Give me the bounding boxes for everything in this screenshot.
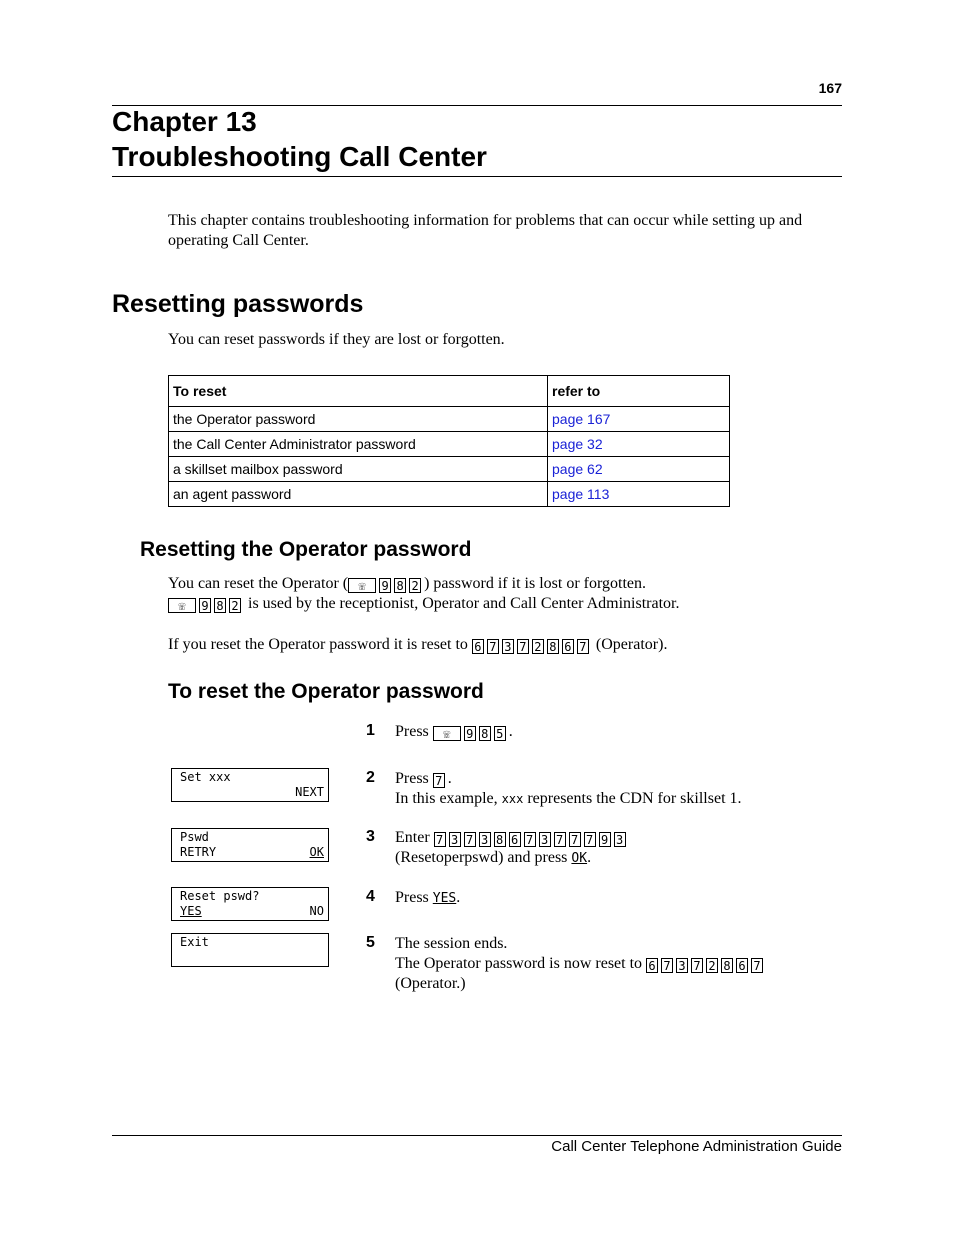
dial-key: 6 (562, 639, 574, 654)
step-text (395, 888, 845, 909)
dial-key: 6 (646, 958, 658, 973)
dial-key: 7 (584, 832, 596, 847)
phone-display (171, 887, 329, 921)
dial-key: 2 (229, 598, 241, 613)
table-header-row (169, 376, 730, 407)
dial-key: 7 (577, 639, 589, 654)
text-fragment: (Resetoperpswd) and press (395, 849, 568, 866)
code-fragment: xxx (501, 792, 524, 806)
display-softkey-next[interactable]: NEXT (295, 785, 324, 799)
display-line1: Reset pswd? (180, 889, 260, 903)
dial-key: 9 (379, 578, 391, 593)
dial-key: 8 (721, 958, 733, 973)
page-number: 167 (818, 80, 842, 96)
page-link[interactable]: page 32 (548, 432, 730, 457)
text-fragment: . (447, 770, 452, 787)
display-softkey-no[interactable]: NO (309, 904, 324, 918)
step-number: 3 (366, 828, 375, 845)
table-row (169, 482, 730, 507)
dial-key: 7 (751, 958, 763, 973)
step-text (395, 828, 845, 869)
feature-key-icon: ☏ (348, 578, 376, 593)
footer-title: Call Center Telephone Administration Guide (551, 1138, 842, 1155)
table-cell-item: an agent password (169, 482, 548, 507)
display-line1: Exit (180, 935, 209, 949)
dial-key: 6 (509, 832, 521, 847)
dial-key: 9 (464, 726, 476, 741)
text-fragment: ) password if it is lost or forgotten. (424, 575, 646, 592)
procedure-heading: To reset the Operator password (168, 680, 484, 703)
dial-key: 9 (599, 832, 611, 847)
table-row (169, 407, 730, 432)
reset-reference-table (168, 375, 730, 507)
text-fragment: Press (395, 770, 429, 787)
chapter-name: Troubleshooting Call Center (112, 141, 487, 172)
text-fragment: . (456, 889, 461, 906)
table-row (169, 457, 730, 482)
text-fragment: is used by the receptionist, Operator and Call Center Administrator. (248, 595, 680, 612)
step-text (395, 934, 845, 994)
chapter-number: Chapter 13 (112, 106, 257, 137)
text-fragment: . (587, 849, 592, 866)
dial-key: 5 (494, 726, 506, 741)
dial-key: 7 (569, 832, 581, 847)
dial-key: 7 (691, 958, 703, 973)
section-heading-resetting-passwords: Resetting passwords (112, 290, 364, 318)
dial-key: 2 (532, 639, 544, 654)
softkey-label: YES (432, 891, 457, 906)
dial-key: 8 (214, 598, 226, 613)
operator-paragraph-1 (168, 574, 679, 614)
page-link[interactable]: page 167 (548, 407, 730, 432)
display-softkey-ok[interactable]: OK (309, 845, 324, 859)
dial-key: 6 (472, 639, 484, 654)
column-header-to-reset: To reset (169, 376, 548, 407)
dial-key: 3 (449, 832, 461, 847)
chapter-title (112, 104, 487, 174)
step-text (395, 769, 845, 809)
text-fragment: (Operator). (595, 636, 668, 653)
display-line1: Set xxx (180, 770, 231, 784)
column-header-refer-to: refer to (548, 376, 730, 407)
dial-key: 7 (524, 832, 536, 847)
dial-key: 7 (433, 773, 445, 788)
dial-key: 7 (554, 832, 566, 847)
text-fragment: represents the CDN for skillset 1. (527, 790, 742, 807)
text-fragment: The session ends. (395, 935, 508, 952)
page-link[interactable]: page 62 (548, 457, 730, 482)
step-text (395, 722, 845, 742)
dial-key: 3 (479, 832, 491, 847)
dial-key: 8 (494, 832, 506, 847)
dial-key: 7 (487, 639, 499, 654)
step-number: 5 (366, 934, 375, 951)
table-cell-item: a skillset mailbox password (169, 457, 548, 482)
dial-key: 7 (517, 639, 529, 654)
dial-key: 3 (502, 639, 514, 654)
dial-key: 8 (479, 726, 491, 741)
phone-display (171, 828, 329, 862)
phone-display (171, 933, 329, 967)
text-fragment: If you reset the Operator password it is reset to (168, 636, 468, 653)
subsection-heading-operator-password: Resetting the Operator password (140, 538, 472, 561)
dial-key: 7 (434, 832, 446, 847)
display-softkey-yes[interactable]: YES (180, 904, 202, 918)
text-fragment: Press (395, 723, 429, 740)
text-fragment: Enter (395, 829, 430, 846)
step-number: 2 (366, 769, 375, 786)
table-cell-item: the Operator password (169, 407, 548, 432)
page-link[interactable]: page 113 (548, 482, 730, 507)
dial-key: 7 (464, 832, 476, 847)
feature-key-icon: ☏ (433, 726, 461, 741)
dial-key: 9 (199, 598, 211, 613)
dial-key: 8 (547, 639, 559, 654)
text-fragment: (Operator.) (395, 975, 466, 992)
operator-paragraph-2 (168, 635, 667, 655)
text-fragment: The Operator password is now reset to (395, 955, 643, 972)
step-number: 1 (366, 722, 375, 739)
footer-rule (112, 1135, 842, 1136)
dial-key: 3 (676, 958, 688, 973)
dial-key: 8 (394, 578, 406, 593)
dial-key: 3 (539, 832, 551, 847)
intro-paragraph: This chapter contains troubleshooting information for problems that can occur while setting up and operating Call Center. (168, 212, 803, 249)
text-fragment: . (508, 723, 513, 740)
table-row (169, 432, 730, 457)
step-number: 4 (366, 888, 375, 905)
feature-key-icon: ☏ (168, 598, 196, 613)
title-rule (112, 176, 842, 177)
dial-key: 2 (409, 578, 421, 593)
text-fragment: Press (395, 889, 429, 906)
dial-key: 7 (661, 958, 673, 973)
display-softkey-retry[interactable]: RETRY (180, 845, 217, 859)
dial-key: 3 (614, 832, 626, 847)
softkey-label: OK (571, 851, 588, 866)
text-fragment: In this example, (395, 790, 498, 807)
dial-key: 2 (706, 958, 718, 973)
table-cell-item: the Call Center Administrator password (169, 432, 548, 457)
text-fragment: You can reset the Operator ( (168, 575, 349, 592)
display-line1: Pswd (180, 830, 209, 844)
section-intro-text: You can reset passwords if they are lost or forgotten. (168, 331, 505, 348)
dial-key: 6 (736, 958, 748, 973)
phone-display (171, 768, 329, 802)
